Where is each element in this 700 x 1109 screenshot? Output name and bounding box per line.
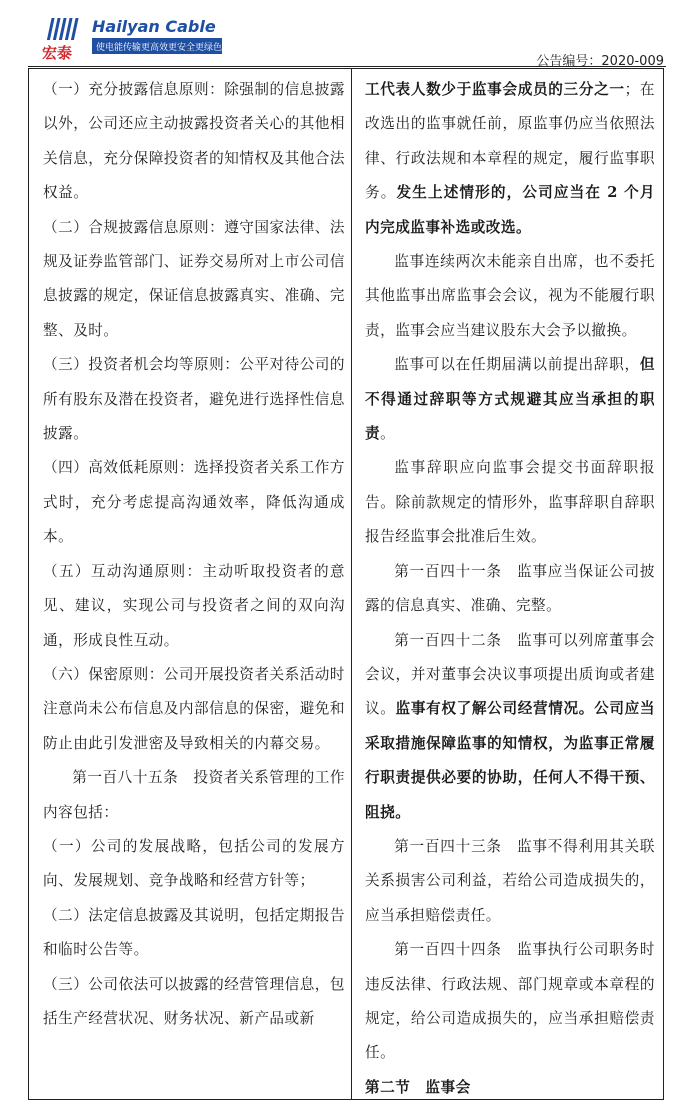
right-paragraph	[365, 1071, 655, 1105]
bold-text: 发生上述情形的，公司应当在 2 个月内完成监事补选或改选。	[365, 184, 655, 236]
left-paragraph: （三）公司依法可以披露的经营管理信息，包括生产经营状况、财务状况、新产品或新	[43, 975, 345, 1027]
right-paragraph	[365, 73, 655, 245]
right-paragraph	[365, 245, 655, 348]
logo-cn-text: 宏泰	[42, 44, 73, 62]
left-paragraph: （六）保密原则：公司开展投资者关系活动时注意尚未公布信息及内部信息的保密，避免和防止由此引发泄密及导致相关的内幕交易。	[43, 665, 345, 752]
text-run: 第一百四十二条 监事可以列席董事会会议，并对董事会决议事项提出质询或者建议。	[365, 631, 655, 718]
text-run: 监事辞职应向监事会提交书面辞职报告。除前款规定的情形外，监事辞职自辞职报告经监事会批准后生效。	[365, 459, 655, 546]
page-header	[0, 0, 700, 70]
text-run: 第一百四十四条 监事执行公司职务时违反法律、行政法规、部门规章或本章程的规定，给公司造成损失的，应当承担赔偿责任。	[365, 941, 655, 1062]
text-run: 。	[380, 425, 396, 443]
left-paragraph: （四）高效低耗原则：选择投资者关系工作方式时，充分考虑提高沟通效率，降低沟通成本。	[43, 459, 345, 546]
right-paragraph	[365, 624, 655, 830]
company-logo	[40, 16, 240, 62]
column-divider	[351, 69, 352, 1099]
bold-text: 但不得通过辞职等方式规避其应当承担的职责	[365, 356, 655, 443]
left-paragraph: （一）充分披露信息原则：除强制的信息披露以外，公司还应主动披露投资者关心的其他相关信息，充分保障投资者的知情权及其他合法权益。	[43, 81, 345, 202]
text-run: 监事可以在任期届满以前提出辞职，	[394, 356, 640, 374]
left-paragraph: （三）投资者机会均等原则：公平对待公司的所有股东及潜在投资者，避免进行选择性信息披露。	[43, 356, 345, 443]
text-run: 第一百四十一条 监事应当保证公司披露的信息真实、准确、完整。	[365, 562, 655, 615]
text-run: 监事连续两次未能亲自出席，也不委托其他监事出席监事会会议，视为不能履行职责，监事会应当建议股东大会予以撤换。	[365, 253, 655, 339]
text-run: 第一百四十三条 监事不得利用其关联关系损害公司利益，若给公司造成损失的，应当承担赔偿责任。	[365, 837, 655, 924]
left-paragraph: （五）互动沟通原则：主动听取投资者的意见、建议，实现公司与投资者之间的双向沟通，形成良性互动。	[43, 562, 345, 649]
left-paragraph: （二）法定信息披露及其说明，包括定期报告和临时公告等。	[43, 906, 345, 959]
bold-text: 工代表人数少于监事会成员的三分之一	[365, 81, 625, 98]
logo-slogan-text: 使电能传输更高效更安全更绿色	[96, 43, 223, 53]
left-paragraph: 第一百八十五条 投资者关系管理的工作内容包括：	[43, 769, 345, 821]
right-paragraph	[365, 348, 655, 451]
bold-text: 监事有权了解公司经营情况。公司应当采取措施保障监事的知情权，为监事正常履行职责提供必要的协助，任何人不得干预、阻挠。	[365, 700, 655, 821]
right-paragraph	[365, 555, 655, 624]
comparison-table	[28, 68, 664, 1100]
logo-name-text: Hailyan Cable	[92, 17, 216, 36]
left-column	[43, 73, 345, 1036]
document-number: 公告编号：2020-009	[536, 54, 664, 69]
header-divider	[28, 66, 666, 67]
left-paragraph: （一）公司的发展战略，包括公司的发展方向、发展规划、竞争战略和经营方针等；	[43, 837, 345, 890]
right-paragraph	[365, 933, 655, 1071]
text-run: ；在改选出的监事就任前，原监事仍应当依照法律、行政法规和本章程的规定，履行监事职务。	[365, 81, 655, 202]
bold-text: 第二节 监事会	[365, 1078, 471, 1096]
right-paragraph	[365, 830, 655, 933]
right-column	[365, 73, 655, 1105]
right-paragraph	[365, 451, 655, 554]
left-paragraph: （二）合规披露信息原则：遵守国家法律、法规及证券监管部门、证券交易所对上市公司信息披露的规定，保证信息披露真实、准确、完整、及时。	[43, 218, 345, 339]
